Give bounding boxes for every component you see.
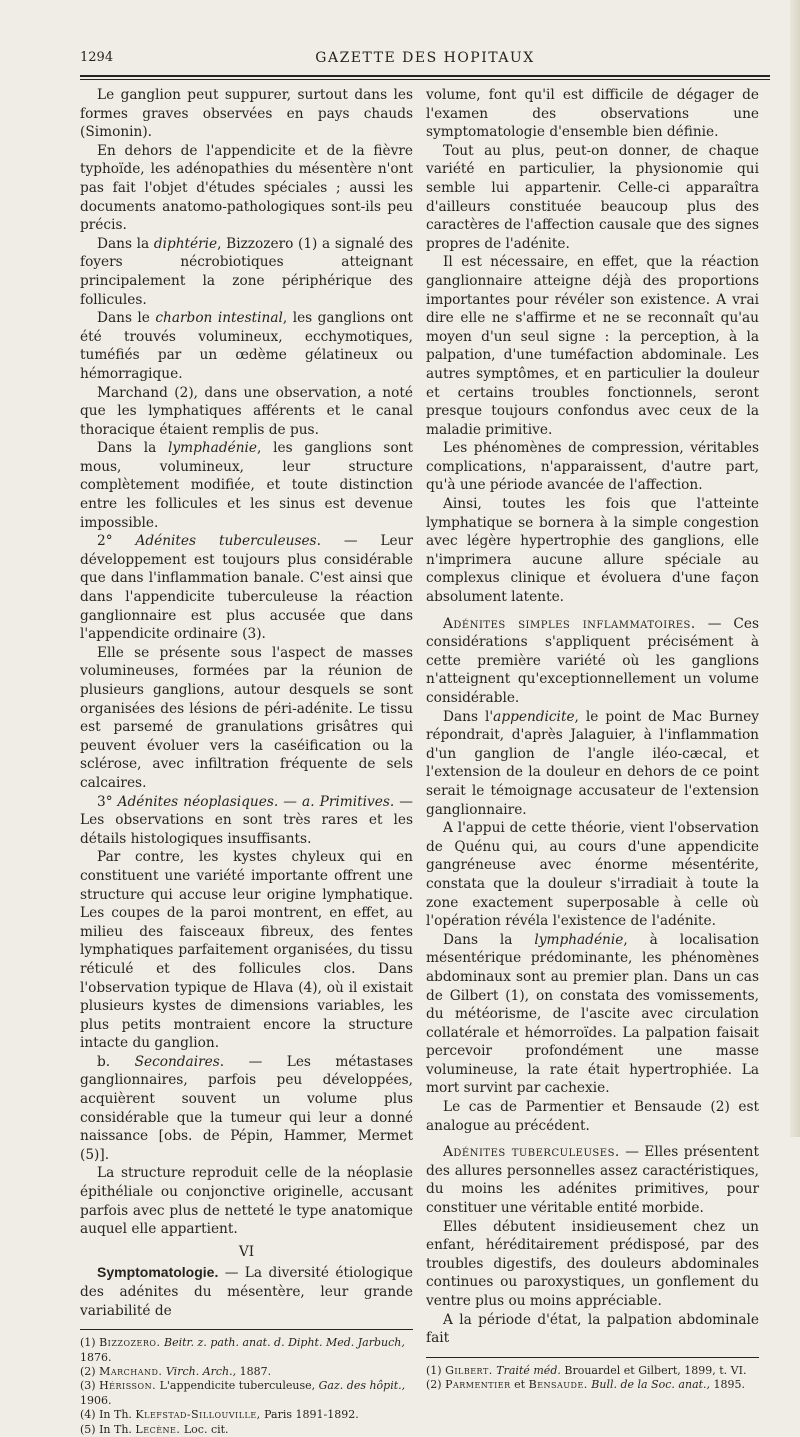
paragraph: Elles débutent insidieusement chez un enfant, héréditairement prédisposé, par des troubles digestifs, des douleurs abdominales continues ou paroxystiques, un gonflement du ventre plus ou moins appréciable. bbox=[426, 1218, 759, 1309]
paragraph: A l'appui de cette théorie, vient l'observation de Quénu qui, au cours d'une appendicite gangréneuse avec énorme mésentérite, constata que la douleur s'irradiait à toute la zone exactement superposable à celle où l'opération révéla l'existence de l'adénite. bbox=[426, 820, 759, 930]
footnote: (5) In Th. Lecène. Loc. cit. bbox=[80, 1422, 229, 1436]
footnote: (3) Hérisson. L'appendicite tuberculeuse, Gaz. des hôpit., 1906. bbox=[80, 1379, 406, 1407]
paragraph: Adénites simples inflammatoires. — Ces considérations s'appliquent précisément à cette première variété où les ganglions n'atteignent qu'exceptionnellement un volume considérable. bbox=[426, 615, 759, 706]
paragraph: Ainsi, toutes les fois que l'atteinte lymphatique se bornera à la simple congestion avec légère hypertrophie des ganglions, elle n'imprimera aucune allure spéciale au complexus clinique et évoluera d'une façon absolument latente. bbox=[426, 496, 759, 606]
paragraph: Dans l'appendicite, le point de Mac Burney répondrait, d'après Jalaguier, à l'inflammation d'un ganglion de l'angle iléo-cæcal, et l'extension de la douleur en dehors de ce point serait le témoignage accusateur de l'extension ganglionnaire. bbox=[426, 708, 759, 818]
paragraph: 2° Adénites tuberculeuses. — Leur développement est toujours plus considérable que dans l'inflammation banale. C'est ainsi que dans l'appendicite tuberculeuse la réaction ganglionnaire est plus accusée que dans l'appendicite ordinaire (3). bbox=[80, 533, 413, 643]
footnote: (4) In Th. Klefstad-Sillouville, Paris 1891-1892. bbox=[80, 1408, 359, 1422]
paragraph: Marchand (2), dans une observation, a noté que les lymphatiques afférents et le canal thoracique étaient remplis de pus. bbox=[80, 384, 413, 438]
paragraph: 3° Adénites néoplasiques. — a. Primitives. — Les observations en sont très rares et les détails histologiques insuffisants. bbox=[80, 793, 413, 847]
paragraph: Symptomatologie. — La diversité étiologique des adénites du mésentère, leur grande variabilité de bbox=[80, 1264, 413, 1319]
paragraph: Le ganglion peut suppurer, surtout dans les formes graves observées en pays chauds (Simonin). bbox=[80, 87, 413, 141]
paragraph: Dans la lymphadénie, à localisation mésentérique prédominante, les phénomènes abdominaux sont au premier plan. Dans un cas de Gilbert (1), on constata des vomissements, du météorisme, de l'ascite avec circulation collatérale et hémorroïdes. La palpation faisait percevoir profondément une masse volumineuse, la rate était hypertrophiée. La mort survint par cachexie. bbox=[426, 931, 760, 1097]
footnote: (2) Parmentier et Bensaude. Bull. de la Soc. anat., 1895. bbox=[426, 1378, 746, 1392]
paragraph: Elle se présente sous l'aspect de masses volumineuses, formées par la réunion de plusieurs ganglions, autour desquels se sont organisées des lésions de péri-adénite. Le tissu est parsemé de granulations grisâtres qui peuvent évoluer vers la caséification ou la sclérose, avec infiltration fréquente de sels calcaires. bbox=[80, 644, 413, 791]
paragraph: Dans la diphtérie, Bizzozero (1) a signalé des foyers nécrobiotiques atteignant principalement la zone périphérique des follicules. bbox=[80, 235, 413, 308]
paragraph: b. Secondaires. — Les métastases ganglionnaires, parfois peu développées, acquièrent souvent un volume plus considérable que la tumeur qui leur a donné naissance [obs. de Pépin, Hammer, Mermet (5)]. bbox=[80, 1053, 413, 1163]
paragraph: volume, font qu'il est difficile de dégager de l'examen des observations une symptomatologie d'ensemble bien définie. bbox=[426, 87, 759, 141]
paragraph: Il est nécessaire, en effet, que la réaction ganglionnaire atteigne déjà des proportions importantes pour révéler son existence. A vrai dire elle ne s'affirme et ne se reconnaît qu'au moyen d'un seul signe : la perception, à la palpation, d'une tuméfaction abdominale. Les autres symptômes, et en particulier la douleur et certains troubles fonctionnels, seront presque toujours confondus avec ceux de la maladie primitive. bbox=[426, 254, 759, 438]
footnote-rule bbox=[426, 1357, 759, 1358]
page-header bbox=[80, 50, 770, 72]
paragraph: Adénites tuberculeuses. — Elles présentent des allures personnelles assez caractéristiques, du moins les adénites primitives, pour constituer une véritable entité morbide. bbox=[426, 1144, 759, 1217]
header-rule-thick bbox=[80, 75, 770, 77]
paragraph: Les phénomènes de compression, véritables complications, n'apparaissent, d'autre part, qu'à une période avancée de l'affection. bbox=[426, 440, 759, 494]
footnote: (1) Gilbert. Traité méd. Brouardel et Gilbert, 1899, t. VI. bbox=[426, 1363, 747, 1377]
footnote: (1) Bizzozero. Beitr. z. path. anat. d. Dipht. Med. Jarbuch, 1876. bbox=[80, 1336, 405, 1364]
paragraph: Par contre, les kystes chyleux qui en constituent une variété importante offrent une structure qui accuse leur origine lymphatique. Les coupes de la paroi montrent, en effet, au milieu des faisceaux fibreux, des fentes lymphatiques parfaitement organisées, du tissu réticulé et des follicules clos. Dans l'observation typique de Hlava (4), où il existait plusieurs kystes de dimensions variables, les plus petits montraient encore la structure intacte du ganglion. bbox=[80, 849, 413, 1052]
page-number: 1294 bbox=[80, 50, 114, 65]
paragraph: Tout au plus, peut-on donner, de chaque variété en particulier, la physionomie qui semble lui appartenir. Celle-ci apparaîtra d'ailleurs constituée beaucoup plus des caractères de l'affection causale que des signes propres de l'adénite. bbox=[426, 142, 759, 252]
paragraph: Le cas de Parmentier et Bensaude (2) est analogue au précédent. bbox=[426, 1099, 759, 1134]
section-number: VI bbox=[238, 1243, 255, 1260]
page-edge-shadow bbox=[790, 0, 800, 1137]
journal-title: GAZETTE DES HOPITAUX bbox=[315, 50, 535, 66]
paragraph: Dans le charbon intestinal, les ganglions ont été trouvés volumineux, ecchymotiques, tuméfiés par un œdème gélatineux ou hémorragique. bbox=[80, 310, 414, 382]
paragraph: A la période d'état, la palpation abdominale fait bbox=[426, 1311, 759, 1347]
paragraph: Dans la lymphadénie, les ganglions sont mous, volumineux, leur structure complètement modifiée, et toute distinction entre les follicules et les sinus est devenue impossible. bbox=[80, 440, 414, 531]
paragraph: La structure reproduit celle de la néoplasie épithéliale ou conjonctive originelle, accusant parfois avec plus de netteté le type anatomique auquel elle appartient. bbox=[80, 1165, 413, 1238]
paragraph: En dehors de l'appendicite et de la fièvre typhoïde, les adénopathies du mésentère n'ont pas fait l'objet d'études spéciales ; aussi les documents anatomo-pathologiques sont-ils peu précis. bbox=[80, 142, 413, 234]
footnote-rule bbox=[80, 1329, 413, 1330]
header-rule-thin bbox=[80, 79, 770, 80]
left-column bbox=[80, 86, 413, 1437]
right-column bbox=[426, 86, 759, 1393]
footnote: (2) Marchand. Virch. Arch., 1887. bbox=[80, 1365, 272, 1378]
